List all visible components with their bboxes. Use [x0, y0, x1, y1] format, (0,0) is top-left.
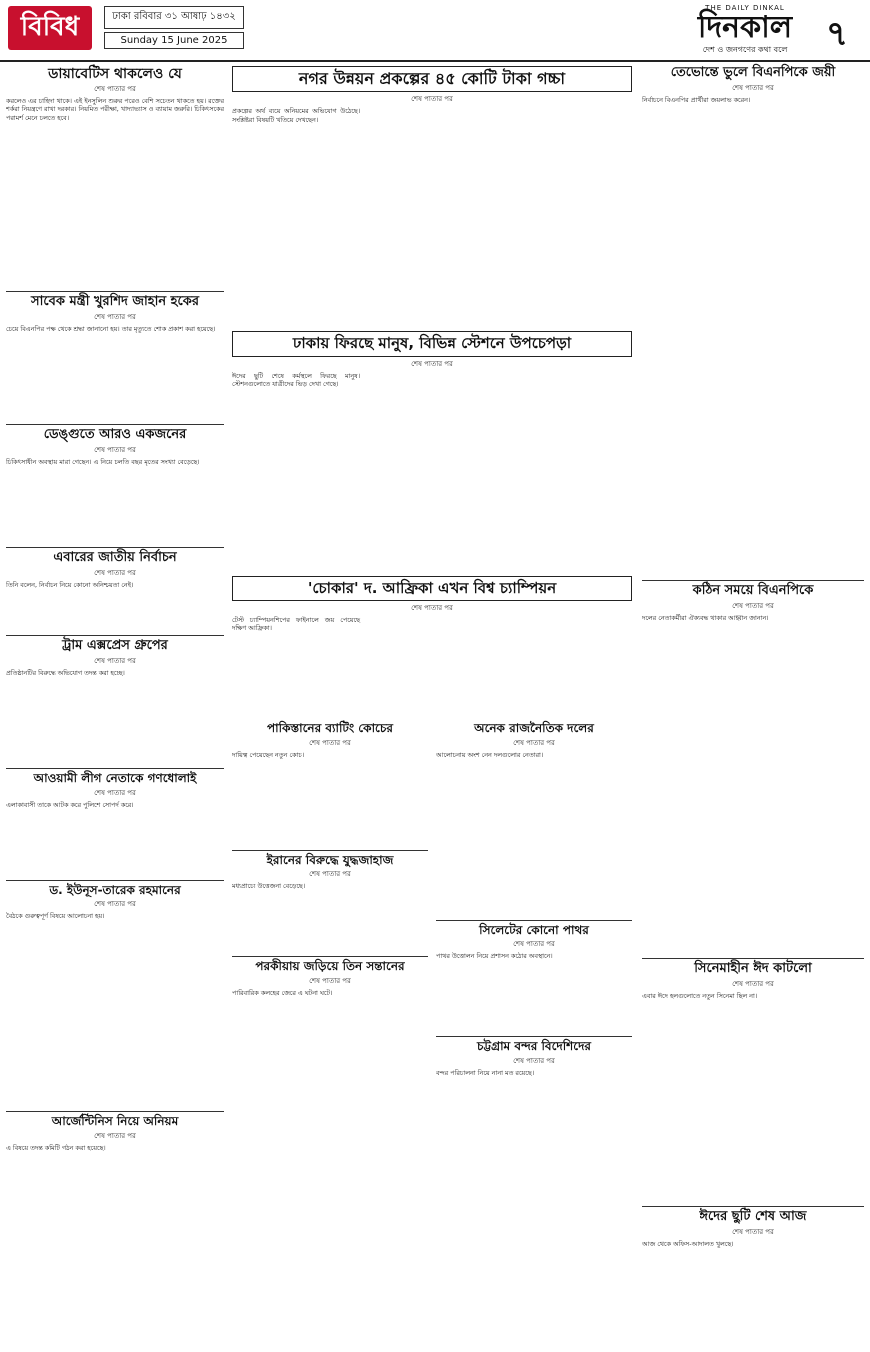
story-byline: শেষ পাতার পর: [94, 85, 136, 94]
brand-en: THE DAILY DINKAL: [705, 4, 785, 12]
story-title: পাকিস্তানের ব্যাটিং কোচের: [267, 720, 393, 735]
story-s1[interactable]: [6, 66, 224, 287]
brand-bn: দিনকাল: [697, 10, 793, 45]
story-byline: শেষ পাতার পর: [309, 738, 351, 747]
story-byline: শেষ পাতার পর: [94, 568, 136, 577]
story-title: সিলেটের কোনো পাথর: [479, 922, 589, 937]
story-body: এ বিষয়ে তদন্ত কমিটি গঠন করা হয়েছে।: [6, 1144, 106, 1153]
date-box: [104, 6, 244, 52]
story-title: সিনেমাহীন ঈদ কাটলো: [694, 960, 812, 976]
story-s14[interactable]: [232, 960, 428, 1219]
story-title: অনেক রাজনৈতিক দলের: [474, 720, 594, 735]
story-byline: শেষ পাতার পর: [94, 313, 136, 322]
story-body: চেয়ে বিএনপির পক্ষ থেকে শ্রদ্ধা জানানো হয়। তার মৃত্যুতে শোক প্রকাশ করা হয়েছে।: [6, 325, 216, 334]
story-byline: শেষ পাতার পর: [309, 977, 351, 986]
story-title: সাবেক মন্ত্রী খুরশিদ জাহান হকের: [31, 294, 199, 310]
story-body: দায়িত্ব পেয়েছেন নতুন কোচ।: [232, 750, 305, 759]
masthead: [670, 4, 820, 57]
story-title: কঠিন সময়ে বিএনপিকে: [692, 582, 814, 598]
story-byline: শেষ পাতার পর: [513, 738, 555, 747]
story-body: আলোচনায় অংশ নেন দলগুলোর নেতারা।: [436, 750, 544, 759]
story-title: পরকীয়ায় জড়িয়ে তিন সন্তানের: [255, 959, 405, 974]
story-s18[interactable]: [642, 66, 864, 576]
story-s13[interactable]: [232, 854, 428, 953]
story-body: টেস্ট চ্যাম্পিয়নশিপের ফাইনালে জয় পেয়েছে দক্ষিণ আফ্রিকা।: [232, 615, 360, 633]
story-title: চট্টগ্রাম বন্দর বিদেশিদের: [477, 1039, 591, 1054]
story-s11[interactable]: [232, 576, 632, 716]
brand-tagline: দেশ ও জনগণের কথা বলে: [702, 45, 788, 54]
story-title: ডেঙ্গুতে আরও একজনের: [43, 427, 187, 443]
story-body: এবার ঈদে হলগুলোতে নতুন সিনেমা ছিল না।: [642, 991, 758, 1000]
story-s8[interactable]: [6, 1115, 224, 1324]
story-body: চিকিৎসাধীন অবস্থায় মারা গেছেন। এ নিয়ে চলতি বছর মৃতের সংখ্যা বেড়েছে।: [6, 457, 200, 466]
story-s4[interactable]: [6, 551, 224, 631]
story-byline: শেষ পাতার পর: [732, 1227, 774, 1236]
story-title: আওয়ামী লীগ নেতাকে গণধোলাই: [33, 770, 197, 785]
story-body: প্রতিষ্ঠানটির বিরুদ্ধে অভিযোগ তদন্ত করা হচ্ছে।: [6, 668, 125, 677]
story-body: এলাকাবাসী তাকে আটক করে পুলিশে সোপর্দ করে।: [6, 800, 134, 809]
story-body: বৈঠকে গুরুত্বপূর্ণ বিষয়ে আলোচনা হয়।: [6, 912, 105, 921]
story-title: ড. ইউনূস-তারেক রহমানের: [49, 882, 181, 897]
story-title: 'চোকার' দ. আফ্রিকা এখন বিশ্ব চ্যাম্পিয়ন: [232, 576, 632, 601]
story-body: তিনি বলেন, নির্বাচন নিয়ে কোনো অনিশ্চয়তা নেই।: [6, 580, 134, 589]
story-body: দলের নেতাকর্মীরা ঐক্যবদ্ধ থাকার আহ্বান জানান।: [642, 613, 769, 622]
story-title: এবারের জাতীয় নির্বাচন: [53, 549, 177, 565]
story-s5[interactable]: [6, 639, 224, 764]
page-number: ৭: [826, 14, 849, 54]
story-byline: শেষ পাতার পর: [513, 1057, 555, 1066]
story-s12[interactable]: [232, 722, 428, 846]
date-bn: ঢাকা রবিবার ৩১ আষাঢ় ১৪৩২: [104, 6, 244, 29]
right-column: [642, 64, 864, 1304]
story-byline: শেষ পাতার পর: [94, 656, 136, 665]
story-body: বন্দর পরিচালনা নিয়ে নানা মত রয়েছে।: [436, 1069, 534, 1078]
story-byline: শেষ পাতার পর: [94, 1132, 136, 1141]
page-header: [0, 0, 870, 62]
story-byline: শেষ পাতার পর: [94, 445, 136, 454]
story-title: ঢাকায় ফিরছে মানুষ, বিভিন্ন স্টেশনে উপচেপড়া: [232, 331, 632, 356]
story-s2[interactable]: [6, 295, 224, 420]
story-title: নগর উন্নয়ন প্রকল্পের ৪৫ কোটি টাকা গচ্চা: [232, 66, 632, 92]
story-s7[interactable]: [6, 884, 224, 1108]
story-s21[interactable]: [642, 1210, 864, 1300]
story-body: প্রকল্পের অর্থ ব্যয়ে অনিয়মের অভিযোগ উঠেছে। সংশ্লিষ্টরা বিষয়টি খতিয়ে দেখছেন।: [232, 107, 360, 124]
story-body: আজ থেকে অফিস-আদালত খুলছে।: [642, 1239, 734, 1248]
left-column: [6, 64, 224, 1328]
story-byline: শেষ পাতার পর: [732, 979, 774, 988]
story-title: ঈদের ছুটি শেষ আজ: [699, 1208, 807, 1224]
story-body: ঈদের ছুটি শেষে কর্মস্থলে ফিরছে মানুষ। স্টেশনগুলোতে যাত্রীদের ভিড় দেখা গেছে।: [232, 371, 360, 388]
story-title: আর্জেন্টিনিস নিয়ে অনিয়ম: [51, 1114, 179, 1129]
story-body: মধ্যপ্রাচ্যে উত্তেজনা বেড়েছে।: [232, 882, 306, 891]
story-byline: শেষ পাতার পর: [411, 95, 453, 104]
story-byline: শেষ পাতার পর: [309, 870, 351, 879]
section-logo: বিবিধ: [8, 6, 92, 50]
story-body: নির্বাচনে বিএনপির প্রার্থীরা জয়লাভ করেন।: [642, 95, 751, 104]
story-title: তেভোন্তে ভুলে বিএনপিকে জয়ী: [670, 65, 836, 80]
story-title: ইরানের বিরুদ্ধে যুদ্ধজাহাজ: [266, 852, 394, 867]
story-s15[interactable]: [436, 722, 632, 916]
story-title: ট্রাম এক্সপ্রেস গ্রুপের: [62, 637, 168, 653]
story-body: পারিবারিক কলহের জেরে এ ঘটনা ঘটে।: [232, 989, 333, 998]
story-body: করলেও এর চাহিদা থাকে। এই ইনসুলিন শুরুর পরেও বেশি সচেতন থাকতে হয়। রক্তের শর্করা নিয়ন্ত্রণে রাখা দরকার। নিয়মিত পরীক্ষা, খাদ্যাভ্যাস ও ব্যায়াম জরুরি। চিকিৎসকের পরামর্শ মেনে চলতে হবে।: [6, 97, 224, 122]
story-byline: শেষ পাতার পর: [732, 601, 774, 610]
story-byline: শেষ পাতার পর: [411, 603, 453, 612]
story-s19[interactable]: [642, 584, 864, 954]
story-s9[interactable]: [232, 66, 632, 327]
story-s10[interactable]: [232, 331, 632, 571]
story-title: ডায়াবেটিস থাকলেও যে: [48, 66, 182, 82]
story-byline: শেষ পাতার পর: [411, 359, 453, 368]
story-s17[interactable]: [436, 1040, 632, 1269]
date-en: Sunday 15 June 2025: [104, 32, 244, 49]
center-column: [232, 64, 632, 1273]
story-byline: শেষ পাতার পর: [94, 900, 136, 909]
story-byline: শেষ পাতার পর: [732, 83, 774, 92]
story-s3[interactable]: [6, 428, 224, 543]
story-s20[interactable]: [642, 962, 864, 1202]
story-byline: শেষ পাতার পর: [94, 788, 136, 797]
story-byline: শেষ পাতার পর: [513, 940, 555, 949]
story-s16[interactable]: [436, 924, 632, 1033]
story-s6[interactable]: [6, 772, 224, 876]
story-body: পাথর উত্তোলন নিয়ে প্রশাসন কঠোর অবস্থানে।: [436, 952, 553, 961]
